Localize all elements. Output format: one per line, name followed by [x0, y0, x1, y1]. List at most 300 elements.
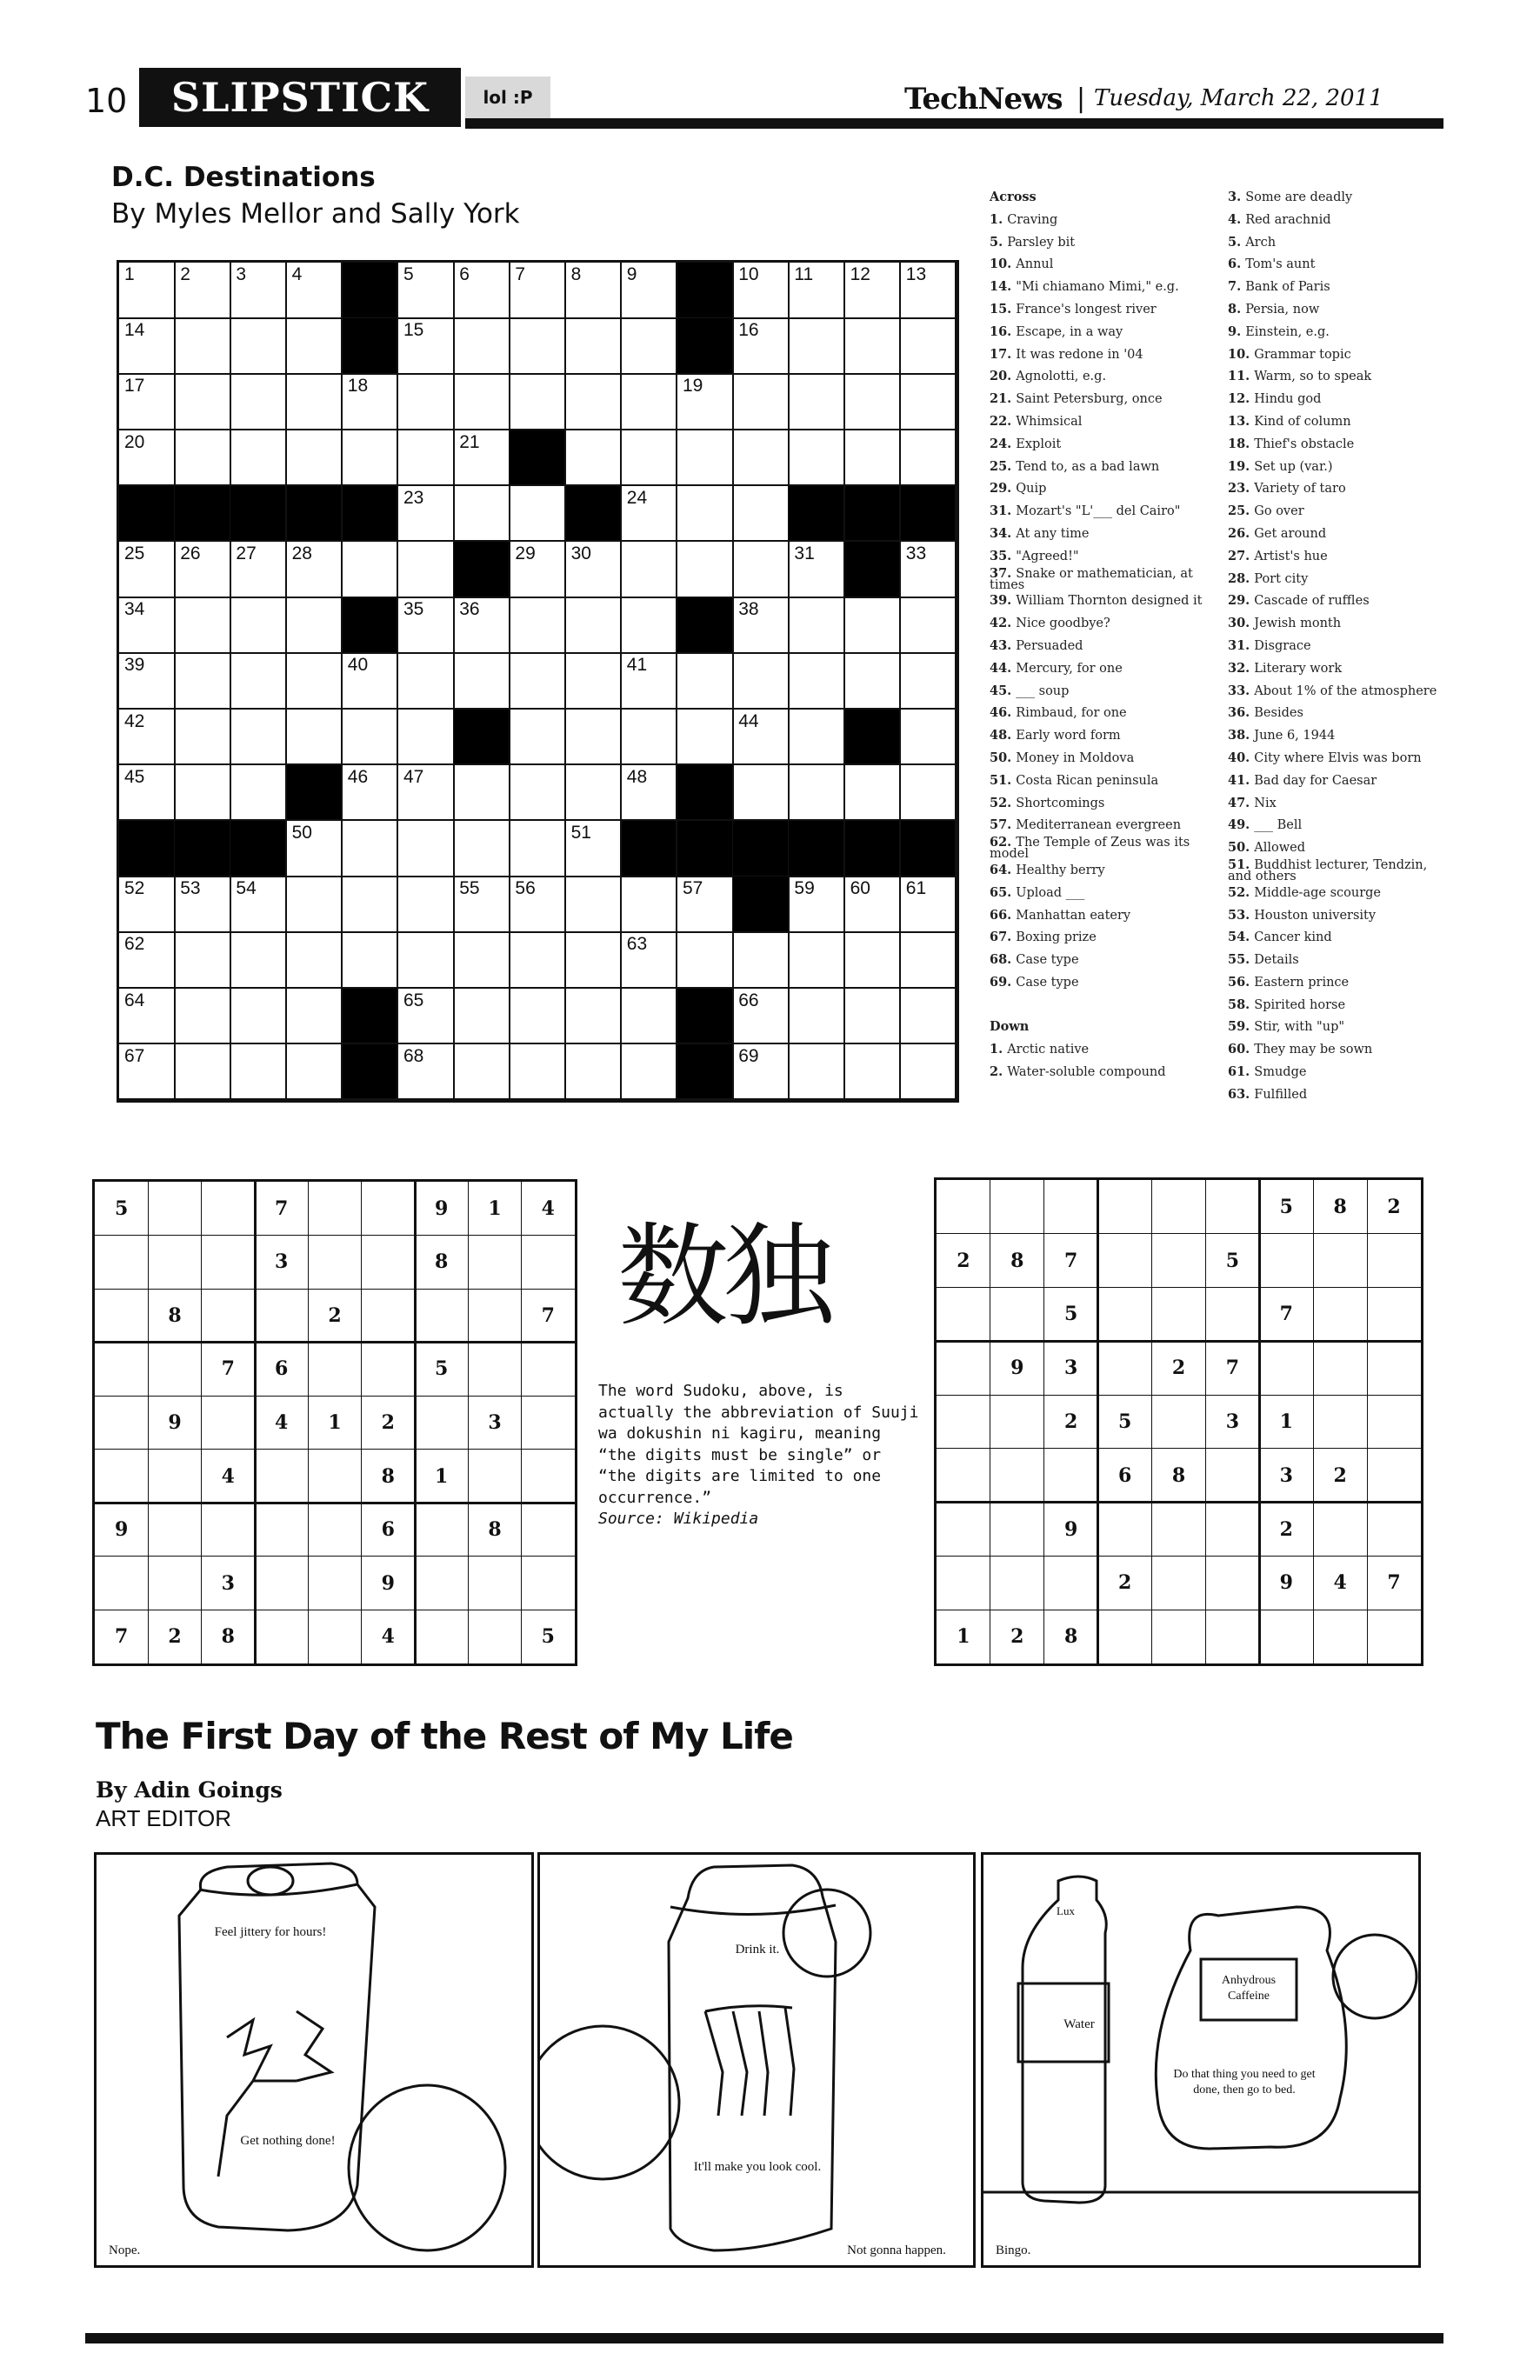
- crossword-cell[interactable]: [175, 318, 231, 375]
- crossword-cell[interactable]: [845, 374, 902, 430]
- crossword-cell[interactable]: [510, 653, 566, 710]
- crossword-cell[interactable]: [454, 932, 510, 989]
- crossword-cell[interactable]: [398, 932, 455, 989]
- crossword-cell[interactable]: [733, 765, 790, 822]
- crossword-cell[interactable]: [510, 710, 566, 766]
- sudoku-empty-cell[interactable]: [308, 1343, 361, 1397]
- crossword-cell[interactable]: [733, 486, 790, 543]
- sudoku-empty-cell[interactable]: [468, 1343, 521, 1397]
- sudoku-empty-cell[interactable]: [1367, 1610, 1421, 1663]
- sudoku-empty-cell[interactable]: [1367, 1341, 1421, 1395]
- crossword-cell[interactable]: [454, 486, 510, 543]
- crossword-cell[interactable]: [901, 542, 957, 598]
- crossword-cell[interactable]: [845, 989, 902, 1045]
- sudoku-empty-cell[interactable]: [468, 1450, 521, 1503]
- sudoku-empty-cell[interactable]: [362, 1182, 415, 1236]
- sudoku-empty-cell[interactable]: [1044, 1556, 1098, 1610]
- crossword-cell[interactable]: [566, 1044, 623, 1101]
- crossword-cell[interactable]: [733, 653, 790, 710]
- sudoku-empty-cell[interactable]: [1259, 1610, 1313, 1663]
- crossword-cell[interactable]: [343, 653, 399, 710]
- crossword-cell[interactable]: [622, 374, 678, 430]
- sudoku-empty-cell[interactable]: [148, 1557, 201, 1610]
- crossword-cell[interactable]: [901, 877, 957, 933]
- sudoku-empty-cell[interactable]: [522, 1236, 575, 1290]
- crossword-cell[interactable]: [845, 430, 902, 487]
- crossword-cell[interactable]: [789, 318, 845, 375]
- crossword-cell[interactable]: [175, 932, 231, 989]
- crossword-cell[interactable]: [510, 542, 566, 598]
- crossword-cell[interactable]: [454, 597, 510, 654]
- sudoku-empty-cell[interactable]: [202, 1396, 255, 1450]
- sudoku-empty-cell[interactable]: [1152, 1234, 1206, 1288]
- crossword-cell[interactable]: [287, 1044, 343, 1101]
- crossword-cell[interactable]: [789, 765, 845, 822]
- crossword-cell[interactable]: [398, 486, 455, 543]
- crossword-cell[interactable]: [789, 374, 845, 430]
- crossword-cell[interactable]: [454, 318, 510, 375]
- crossword-cell[interactable]: [287, 430, 343, 487]
- comic-author-role: ART EDITOR: [96, 1805, 232, 1831]
- crossword-cell[interactable]: [119, 932, 176, 989]
- sudoku-empty-cell[interactable]: [308, 1236, 361, 1290]
- crossword-cell[interactable]: [901, 430, 957, 487]
- sudoku-empty-cell[interactable]: [148, 1182, 201, 1236]
- crossword-cell[interactable]: [566, 597, 623, 654]
- crossword-cell[interactable]: [175, 374, 231, 430]
- crossword-cell[interactable]: [510, 821, 566, 877]
- crossword-cell[interactable]: [175, 765, 231, 822]
- sudoku-empty-cell[interactable]: [255, 1289, 308, 1343]
- sudoku-empty-cell[interactable]: [1098, 1180, 1152, 1234]
- sudoku-empty-cell[interactable]: [468, 1557, 521, 1610]
- crossword-cell[interactable]: [789, 430, 845, 487]
- sudoku-empty-cell[interactable]: [1152, 1180, 1206, 1234]
- crossword-cell[interactable]: [901, 318, 957, 375]
- crossword-cell[interactable]: [566, 821, 623, 877]
- crossword-cell[interactable]: [119, 263, 176, 319]
- crossword-cell[interactable]: [510, 263, 566, 319]
- crossword-cell[interactable]: [175, 430, 231, 487]
- crossword-cell[interactable]: [845, 318, 902, 375]
- clue-text: Middle-age scourge: [1254, 885, 1381, 900]
- sudoku-empty-cell[interactable]: [362, 1343, 415, 1397]
- crossword-cell[interactable]: [398, 430, 455, 487]
- sudoku-empty-cell[interactable]: [1152, 1288, 1206, 1342]
- sudoku-empty-cell[interactable]: [308, 1182, 361, 1236]
- sudoku-empty-cell[interactable]: [1205, 1503, 1259, 1557]
- crossword-cell[interactable]: [343, 430, 399, 487]
- crossword-cell[interactable]: [677, 542, 734, 598]
- crossword-cell[interactable]: [733, 542, 790, 598]
- crossword-cell[interactable]: [622, 765, 678, 822]
- sudoku-empty-cell[interactable]: [415, 1289, 468, 1343]
- crossword-cell[interactable]: [175, 597, 231, 654]
- crossword-cell[interactable]: [119, 653, 176, 710]
- crossword-cell[interactable]: [175, 710, 231, 766]
- crossword-cell[interactable]: [119, 542, 176, 598]
- sudoku-empty-cell[interactable]: [468, 1610, 521, 1663]
- sudoku-empty-cell[interactable]: [308, 1450, 361, 1503]
- crossword-cell[interactable]: [733, 710, 790, 766]
- crossword-cell[interactable]: [454, 989, 510, 1045]
- crossword-cell[interactable]: [622, 989, 678, 1045]
- crossword-cell[interactable]: [510, 374, 566, 430]
- crossword-cell[interactable]: [566, 653, 623, 710]
- sudoku-empty-cell[interactable]: [990, 1556, 1044, 1610]
- sudoku-empty-cell[interactable]: [1367, 1288, 1421, 1342]
- sudoku-empty-cell[interactable]: [308, 1610, 361, 1663]
- crossword-cell[interactable]: [343, 710, 399, 766]
- crossword-cell[interactable]: [230, 374, 287, 430]
- crossword-cell[interactable]: [733, 989, 790, 1045]
- crossword-cell[interactable]: [230, 318, 287, 375]
- sudoku-empty-cell[interactable]: [308, 1557, 361, 1610]
- crossword-cell[interactable]: [119, 597, 176, 654]
- crossword-cell[interactable]: [119, 877, 176, 933]
- crossword-number: 40: [347, 655, 369, 676]
- crossword-cell[interactable]: [789, 542, 845, 598]
- crossword-cell[interactable]: [622, 932, 678, 989]
- crossword-cell[interactable]: [175, 877, 231, 933]
- crossword-cell[interactable]: [230, 542, 287, 598]
- sudoku-empty-cell[interactable]: [202, 1289, 255, 1343]
- crossword-cell[interactable]: [454, 765, 510, 822]
- crossword-cell[interactable]: [566, 430, 623, 487]
- crossword-cell[interactable]: [566, 877, 623, 933]
- sudoku-given: 7: [221, 1357, 235, 1381]
- crossword-cell[interactable]: [677, 932, 734, 989]
- crossword-cell[interactable]: [398, 374, 455, 430]
- crossword-cell[interactable]: [901, 374, 957, 430]
- sudoku-empty-cell[interactable]: [148, 1343, 201, 1397]
- crossword-cell[interactable]: [622, 597, 678, 654]
- crossword-cell[interactable]: [510, 932, 566, 989]
- crossword-cell[interactable]: [566, 374, 623, 430]
- sudoku-empty-cell[interactable]: [255, 1503, 308, 1557]
- crossword-cell[interactable]: [343, 821, 399, 877]
- crossword-cell[interactable]: [287, 932, 343, 989]
- sudoku-given: 9: [168, 1410, 182, 1434]
- crossword-cell[interactable]: [175, 1044, 231, 1101]
- crossword-cell[interactable]: [230, 989, 287, 1045]
- crossword-cell[interactable]: [398, 653, 455, 710]
- crossword-cell[interactable]: [622, 653, 678, 710]
- crossword-cell[interactable]: [733, 932, 790, 989]
- crossword-cell[interactable]: [454, 430, 510, 487]
- crossword-cell[interactable]: [510, 989, 566, 1045]
- crossword-cell[interactable]: [622, 542, 678, 598]
- crossword-cell[interactable]: [230, 653, 287, 710]
- crossword-cell[interactable]: [454, 653, 510, 710]
- crossword-cell[interactable]: [622, 710, 678, 766]
- crossword-cell[interactable]: [343, 542, 399, 598]
- crossword-cell[interactable]: [901, 989, 957, 1045]
- crossword-cell[interactable]: [287, 542, 343, 598]
- crossword-cell[interactable]: [845, 597, 902, 654]
- crossword-cell[interactable]: [622, 263, 678, 319]
- crossword-cell[interactable]: [398, 542, 455, 598]
- crossword-cell[interactable]: [566, 765, 623, 822]
- crossword-cell[interactable]: [287, 821, 343, 877]
- sudoku-empty-cell[interactable]: [937, 1341, 990, 1395]
- sudoku-empty-cell[interactable]: [522, 1343, 575, 1397]
- crossword-cell[interactable]: [230, 430, 287, 487]
- sudoku-empty-cell[interactable]: [1098, 1234, 1152, 1288]
- sudoku-empty-cell[interactable]: [148, 1236, 201, 1290]
- crossword-cell[interactable]: [789, 989, 845, 1045]
- crossword-cell[interactable]: [733, 374, 790, 430]
- crossword-cell[interactable]: [901, 263, 957, 319]
- crossword-cell[interactable]: [287, 710, 343, 766]
- sudoku-empty-cell[interactable]: [1205, 1180, 1259, 1234]
- crossword-cell[interactable]: [510, 877, 566, 933]
- sudoku-empty-cell[interactable]: [1098, 1341, 1152, 1395]
- crossword-cell[interactable]: [677, 877, 734, 933]
- sudoku-empty-cell[interactable]: [1205, 1288, 1259, 1342]
- crossword-cell[interactable]: [622, 318, 678, 375]
- crossword-cell[interactable]: [287, 597, 343, 654]
- crossword-cell[interactable]: [119, 430, 176, 487]
- crossword-cell[interactable]: [845, 765, 902, 822]
- sudoku-empty-cell[interactable]: [522, 1396, 575, 1450]
- crossword-cell[interactable]: [119, 989, 176, 1045]
- crossword-cell[interactable]: [175, 542, 231, 598]
- sudoku-empty-cell[interactable]: [1367, 1449, 1421, 1503]
- sudoku-empty-cell[interactable]: [1313, 1395, 1367, 1449]
- crossword-cell[interactable]: [845, 653, 902, 710]
- crossword-cell[interactable]: [287, 877, 343, 933]
- crossword-cell[interactable]: [398, 263, 455, 319]
- sudoku-empty-cell[interactable]: [937, 1288, 990, 1342]
- crossword-cell[interactable]: [454, 821, 510, 877]
- sudoku-empty-cell[interactable]: [1044, 1449, 1098, 1503]
- sudoku-empty-cell[interactable]: [95, 1236, 148, 1290]
- crossword-cell[interactable]: [175, 653, 231, 710]
- crossword-cell[interactable]: [510, 1044, 566, 1101]
- sudoku-empty-cell[interactable]: [1098, 1288, 1152, 1342]
- crossword-cell[interactable]: [566, 710, 623, 766]
- sudoku-empty-cell[interactable]: [1313, 1288, 1367, 1342]
- crossword-cell[interactable]: [733, 597, 790, 654]
- clue-number: 57.: [990, 817, 1017, 833]
- sudoku-empty-cell[interactable]: [1205, 1449, 1259, 1503]
- crossword-cell[interactable]: [398, 877, 455, 933]
- crossword-cell[interactable]: [230, 1044, 287, 1101]
- crossword-cell[interactable]: [733, 318, 790, 375]
- crossword-cell[interactable]: [175, 263, 231, 319]
- crossword-cell[interactable]: [789, 932, 845, 989]
- sudoku-empty-cell[interactable]: [255, 1610, 308, 1663]
- crossword-cell[interactable]: [901, 1044, 957, 1101]
- crossword-cell[interactable]: [566, 318, 623, 375]
- crossword-cell[interactable]: [230, 877, 287, 933]
- crossword-cell[interactable]: [677, 430, 734, 487]
- sudoku-empty-cell[interactable]: [255, 1450, 308, 1503]
- crossword-cell[interactable]: [398, 821, 455, 877]
- crossword-cell[interactable]: [510, 765, 566, 822]
- sudoku-empty-cell[interactable]: [1152, 1503, 1206, 1557]
- crossword-cell[interactable]: [510, 597, 566, 654]
- crossword-cell[interactable]: [454, 374, 510, 430]
- sudoku-empty-cell[interactable]: [522, 1557, 575, 1610]
- crossword-cell[interactable]: [733, 263, 790, 319]
- crossword-cell[interactable]: [398, 597, 455, 654]
- sudoku-empty-cell[interactable]: [1367, 1234, 1421, 1288]
- sudoku-empty-cell[interactable]: [148, 1450, 201, 1503]
- crossword-cell[interactable]: [901, 653, 957, 710]
- sudoku-empty-cell[interactable]: [1367, 1395, 1421, 1449]
- crossword-cell[interactable]: [733, 1044, 790, 1101]
- sudoku-empty-cell[interactable]: [1313, 1610, 1367, 1663]
- crossword-cell[interactable]: [566, 989, 623, 1045]
- crossword-cell[interactable]: [398, 989, 455, 1045]
- sudoku-empty-cell[interactable]: [1098, 1610, 1152, 1663]
- crossword-cell[interactable]: [622, 486, 678, 543]
- crossword-cell[interactable]: [510, 318, 566, 375]
- crossword-cell[interactable]: [287, 653, 343, 710]
- crossword-cell[interactable]: [398, 710, 455, 766]
- crossword-cell[interactable]: [287, 318, 343, 375]
- sudoku-empty-cell[interactable]: [937, 1503, 990, 1557]
- sudoku-empty-cell[interactable]: [468, 1289, 521, 1343]
- crossword-cell[interactable]: [119, 318, 176, 375]
- crossword-cell[interactable]: [230, 263, 287, 319]
- crossword-cell[interactable]: [398, 1044, 455, 1101]
- crossword-cell[interactable]: [230, 710, 287, 766]
- sudoku-empty-cell[interactable]: [1259, 1234, 1313, 1288]
- sudoku-empty-cell[interactable]: [1152, 1556, 1206, 1610]
- sudoku-empty-cell[interactable]: [415, 1396, 468, 1450]
- crossword-cell[interactable]: [566, 542, 623, 598]
- crossword-cell[interactable]: [230, 932, 287, 989]
- sudoku-empty-cell[interactable]: [202, 1503, 255, 1557]
- crossword-cell[interactable]: [789, 710, 845, 766]
- sudoku-empty-cell[interactable]: [362, 1236, 415, 1290]
- crossword-cell[interactable]: [230, 765, 287, 822]
- crossword-cell[interactable]: [622, 877, 678, 933]
- crossword-cell[interactable]: [566, 932, 623, 989]
- sudoku-empty-cell[interactable]: [95, 1396, 148, 1450]
- sudoku-empty-cell[interactable]: [1205, 1610, 1259, 1663]
- sudoku-empty-cell[interactable]: [415, 1557, 468, 1610]
- crossword-cell[interactable]: [677, 486, 734, 543]
- sudoku-empty-cell[interactable]: [95, 1343, 148, 1397]
- sudoku-empty-cell[interactable]: [937, 1180, 990, 1234]
- sudoku-empty-cell[interactable]: [990, 1288, 1044, 1342]
- crossword-cell[interactable]: [343, 374, 399, 430]
- crossword-cell[interactable]: [901, 597, 957, 654]
- sudoku-empty-cell[interactable]: [202, 1182, 255, 1236]
- crossword-cell[interactable]: [175, 989, 231, 1045]
- sudoku-empty-cell[interactable]: [937, 1449, 990, 1503]
- sudoku-empty-cell[interactable]: [1313, 1503, 1367, 1557]
- crossword-cell[interactable]: [789, 877, 845, 933]
- crossword-cell[interactable]: [845, 1044, 902, 1101]
- sudoku-empty-cell[interactable]: [1152, 1610, 1206, 1663]
- sudoku-empty-cell[interactable]: [1367, 1503, 1421, 1557]
- sudoku-empty-cell[interactable]: [937, 1395, 990, 1449]
- crossword-block: [343, 318, 399, 375]
- sudoku-empty-cell[interactable]: [1098, 1503, 1152, 1557]
- crossword-cell[interactable]: [901, 765, 957, 822]
- sudoku-empty-cell[interactable]: [522, 1450, 575, 1503]
- crossword-cell[interactable]: [733, 430, 790, 487]
- sudoku-empty-cell[interactable]: [1152, 1395, 1206, 1449]
- crossword-cell[interactable]: [454, 1044, 510, 1101]
- crossword-cell[interactable]: [343, 932, 399, 989]
- sudoku-empty-cell[interactable]: [362, 1289, 415, 1343]
- crossword-cell[interactable]: [343, 765, 399, 822]
- crossword-cell[interactable]: [287, 263, 343, 319]
- sudoku-empty-cell[interactable]: [1044, 1180, 1098, 1234]
- crossword-cell[interactable]: [119, 765, 176, 822]
- sudoku-empty-cell[interactable]: [95, 1450, 148, 1503]
- sudoku-empty-cell[interactable]: [990, 1395, 1044, 1449]
- crossword-cell[interactable]: [510, 486, 566, 543]
- sudoku-empty-cell[interactable]: [937, 1556, 990, 1610]
- sudoku-empty-cell[interactable]: [308, 1503, 361, 1557]
- sudoku-empty-cell[interactable]: [1205, 1556, 1259, 1610]
- sudoku-empty-cell[interactable]: [1313, 1341, 1367, 1395]
- sudoku-empty-cell[interactable]: [990, 1180, 1044, 1234]
- crossword-cell[interactable]: [677, 653, 734, 710]
- crossword-cell[interactable]: [677, 374, 734, 430]
- crossword-cell[interactable]: [287, 374, 343, 430]
- crossword-cell[interactable]: [901, 932, 957, 989]
- sudoku-empty-cell[interactable]: [1259, 1341, 1313, 1395]
- crossword-cell[interactable]: [845, 932, 902, 989]
- crossword-cell[interactable]: [119, 1044, 176, 1101]
- clue: [990, 276, 1226, 298]
- clue-text: Cascade of ruffles: [1254, 594, 1370, 609]
- crossword-cell[interactable]: [119, 374, 176, 430]
- sudoku-empty-cell[interactable]: [202, 1236, 255, 1290]
- sudoku-empty-cell[interactable]: [990, 1503, 1044, 1557]
- sudoku-empty-cell[interactable]: [415, 1503, 468, 1557]
- sudoku-empty-cell[interactable]: [95, 1557, 148, 1610]
- crossword-cell[interactable]: [789, 263, 845, 319]
- sudoku-empty-cell[interactable]: [1313, 1234, 1367, 1288]
- crossword-cell[interactable]: [119, 710, 176, 766]
- crossword-cell[interactable]: [622, 1044, 678, 1101]
- sudoku-empty-cell[interactable]: [522, 1503, 575, 1557]
- sudoku-empty-cell[interactable]: [990, 1449, 1044, 1503]
- sudoku-empty-cell[interactable]: [148, 1503, 201, 1557]
- crossword-cell[interactable]: [343, 877, 399, 933]
- crossword-cell[interactable]: [677, 710, 734, 766]
- crossword-cell[interactable]: [845, 263, 902, 319]
- sudoku-empty-cell[interactable]: [95, 1289, 148, 1343]
- clue-number: 68.: [990, 952, 1017, 968]
- crossword-cell[interactable]: [789, 653, 845, 710]
- crossword-cell[interactable]: [789, 1044, 845, 1101]
- crossword-cell[interactable]: [622, 430, 678, 487]
- crossword-cell[interactable]: [398, 318, 455, 375]
- crossword-cell[interactable]: [230, 597, 287, 654]
- crossword-cell[interactable]: [454, 877, 510, 933]
- sudoku-empty-cell[interactable]: [415, 1610, 468, 1663]
- sudoku-empty-cell[interactable]: [255, 1557, 308, 1610]
- crossword-cell[interactable]: [287, 989, 343, 1045]
- sudoku-empty-cell[interactable]: [468, 1236, 521, 1290]
- crossword-cell[interactable]: [901, 710, 957, 766]
- crossword-cell[interactable]: [566, 263, 623, 319]
- crossword-cell[interactable]: [789, 597, 845, 654]
- crossword-cell[interactable]: [454, 263, 510, 319]
- crossword-cell[interactable]: [398, 765, 455, 822]
- crossword-cell[interactable]: [845, 877, 902, 933]
